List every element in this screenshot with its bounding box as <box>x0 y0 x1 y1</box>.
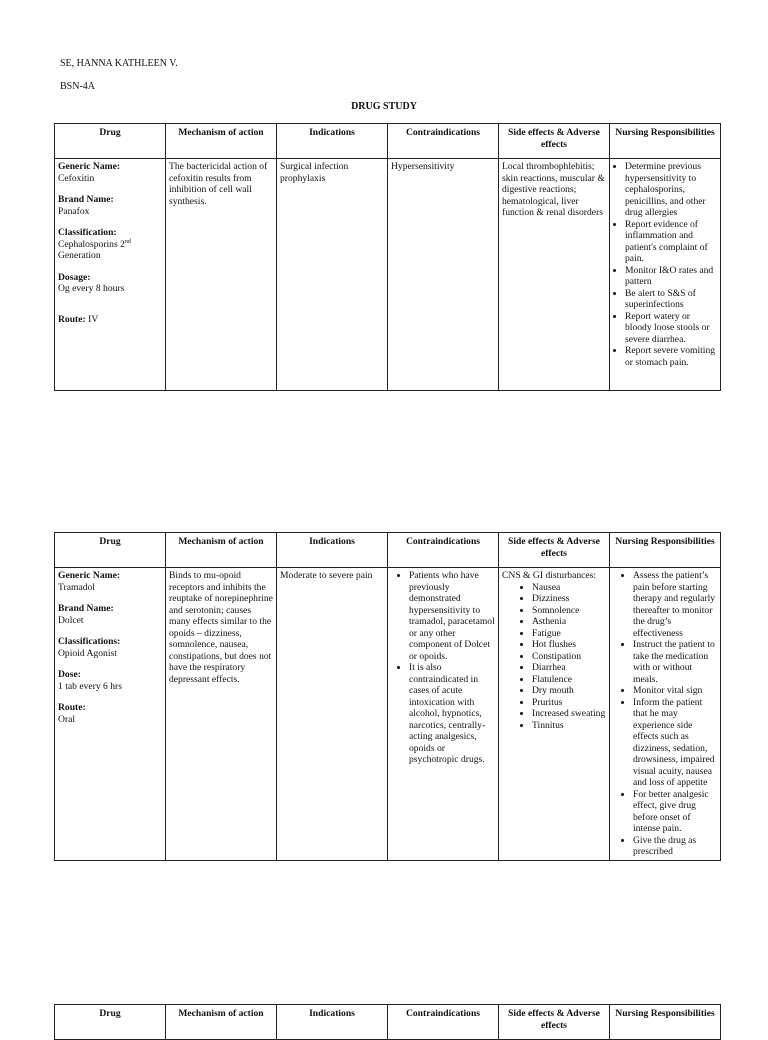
nursing-list <box>613 570 717 858</box>
brand-name-group <box>58 603 162 626</box>
brand-name-value: Panafox <box>58 205 90 217</box>
student-name: SE, HANNA KATHLEEN V. <box>60 58 178 69</box>
col-mechanism-header: Mechanism of action <box>166 1005 277 1040</box>
classification-value: Cephalosporins 2nd Generation <box>58 238 131 261</box>
list-item: • Pruritus <box>532 697 606 709</box>
drug-study-table-cefoxitin <box>54 123 721 391</box>
dosage-group <box>58 272 162 295</box>
indications-cell: Moderate to severe pain <box>277 568 388 861</box>
list-item: • Increased sweating <box>532 708 606 720</box>
route-value: Oral <box>58 713 76 725</box>
route-group <box>58 702 162 725</box>
list-item: • Instruct the patient to take the medication with or without meals. <box>633 639 717 685</box>
list-item: • Tinnitus <box>532 720 606 732</box>
classification-group <box>58 227 162 262</box>
side-effects-list <box>502 582 606 732</box>
nursing-cell <box>610 568 721 861</box>
list-item: • Determine previous hypersensitivity to cephalosporins, penicillins, and other drug allergies <box>625 161 717 219</box>
col-side-effects-header: Side effects & Adverse effects <box>499 533 610 568</box>
table-row <box>55 568 721 861</box>
col-indications-header: Indications <box>277 124 388 159</box>
col-drug-header: Drug <box>55 124 166 159</box>
list-item: • Be alert to S&S of superinfections <box>625 288 717 311</box>
generic-name-group <box>58 161 162 184</box>
drug-study-table-third <box>54 1004 721 1040</box>
list-item: • Report severe vomiting or stomach pain. <box>625 345 717 368</box>
brand-name-value: Dolcet <box>58 614 84 626</box>
table-row <box>55 159 721 391</box>
table-header-row <box>55 1005 721 1040</box>
route-group <box>58 314 162 326</box>
brand-name-label: Brand Name: <box>58 603 114 614</box>
drug-study-table-tramadol <box>54 532 721 861</box>
col-mechanism-header: Mechanism of action <box>166 533 277 568</box>
contraindications-cell: Hypersensitivity <box>388 159 499 391</box>
contraindications-list <box>391 570 495 766</box>
generic-name-value: Cefoxitin <box>58 172 95 184</box>
list-item: • Monitor vital sign <box>633 685 717 697</box>
side-effects-intro: CNS & GI disturbances: <box>502 570 597 581</box>
list-item: • Patients who have previously demonstrated hypersensitivity to tramadol, paracetamol or any other component of Dolcet or opoids. <box>409 570 495 662</box>
generic-name-group <box>58 570 162 593</box>
list-item: • Somnolence <box>532 605 606 617</box>
list-item: • Monitor I&O rates and pattern <box>625 265 717 288</box>
list-item: • Diarrhea <box>532 662 606 674</box>
list-item: • Assess the patient’s pain before starting therapy and regularly thereafter to monitor the drug’s effectiveness <box>633 570 717 639</box>
nursing-cell <box>610 159 721 391</box>
mechanism-cell: Binds to mu-opoid receptors and inhibits the reuptake of norepinephrine and serotonin; causes many effects similar to the opoids – dizziness, somnolence, nausea, constipations, but does not have the respiratory depressant effects. <box>166 568 277 861</box>
brand-name-label: Brand Name: <box>58 194 114 205</box>
dose-value: 1 tab every 6 hrs <box>58 680 122 692</box>
col-side-effects-header: Side effects & Adverse effects <box>499 1005 610 1040</box>
col-indications-header: Indications <box>277 533 388 568</box>
col-drug-header: Drug <box>55 1005 166 1040</box>
list-item: • Dry mouth <box>532 685 606 697</box>
indications-cell: Surgical infection prophylaxis <box>277 159 388 391</box>
list-item: • Report watery or bloody loose stools or severe diarrhea. <box>625 311 717 346</box>
list-item: • Give the drug as prescribed <box>633 835 717 858</box>
classification-label: Classifications: <box>58 636 121 647</box>
table-header-row <box>55 533 721 568</box>
route-label: Route: <box>58 702 86 713</box>
contraindications-cell <box>388 568 499 861</box>
side-effects-cell: Local thrombophlebitis; skin reactions, muscular & digestive reactions; hematological, liver function & renal disorders <box>499 159 610 391</box>
col-contraindications-header: Contraindications <box>388 1005 499 1040</box>
generic-name-value: Tramadol <box>58 581 95 593</box>
mechanism-cell: The bactericidal action of cefoxitin results from inhibition of cell wall synthesis. <box>166 159 277 391</box>
route-value: IV <box>88 313 99 325</box>
col-nursing-header: Nursing Responsibilities <box>610 124 721 159</box>
brand-name-group <box>58 194 162 217</box>
col-nursing-header: Nursing Responsibilities <box>610 533 721 568</box>
route-label: Route: <box>58 313 86 325</box>
col-mechanism-header: Mechanism of action <box>166 124 277 159</box>
col-side-effects-header: Side effects & Adverse effects <box>499 124 610 159</box>
list-item: • Constipation <box>532 651 606 663</box>
page-title: DRUG STUDY <box>351 101 417 112</box>
list-item: • Hot flushes <box>532 639 606 651</box>
drug-cell <box>55 159 166 391</box>
classification-value: Opioid Agonist <box>58 647 117 659</box>
dosage-label: Dosage: <box>58 271 91 283</box>
list-item: • Report evidence of inflammation and patient's complaint of pain. <box>625 219 717 265</box>
list-item: • Dizziness <box>532 593 606 605</box>
dose-label: Dose: <box>58 669 81 680</box>
nursing-list <box>613 161 717 368</box>
generic-name-label: Generic Name: <box>58 570 121 581</box>
list-item: • Nausea <box>532 582 606 594</box>
col-contraindications-header: Contraindications <box>388 124 499 159</box>
table-header-row <box>55 124 721 159</box>
col-nursing-header: Nursing Responsibilities <box>610 1005 721 1040</box>
dosage-value: Og every 8 hours <box>58 283 125 294</box>
list-item: • It is also contraindicated in cases of acute intoxication with alcohol, hypnotics, narcotics, centrally-acting analgesics, opoids or psychotropic drugs. <box>409 662 495 766</box>
list-item: • Fatigue <box>532 628 606 640</box>
col-indications-header: Indications <box>277 1005 388 1040</box>
list-item: • For better analgesic effect, give drug before onset of intense pain. <box>633 789 717 835</box>
drug-cell <box>55 568 166 861</box>
dose-group <box>58 669 162 692</box>
list-item: • Flatulence <box>532 674 606 686</box>
student-section: BSN-4A <box>60 81 96 92</box>
generic-name-label: Generic Name: <box>58 161 121 172</box>
list-item: • Asthenia <box>532 616 606 628</box>
side-effects-cell <box>499 568 610 861</box>
col-contraindications-header: Contraindications <box>388 533 499 568</box>
list-item: • Inform the patient that he may experience side effects such as dizziness, sedation, drowsiness, impaired visual acuity, nausea and loss of appetite <box>633 697 717 789</box>
classification-group <box>58 636 162 659</box>
classification-label: Classification: <box>58 227 117 238</box>
col-drug-header: Drug <box>55 533 166 568</box>
